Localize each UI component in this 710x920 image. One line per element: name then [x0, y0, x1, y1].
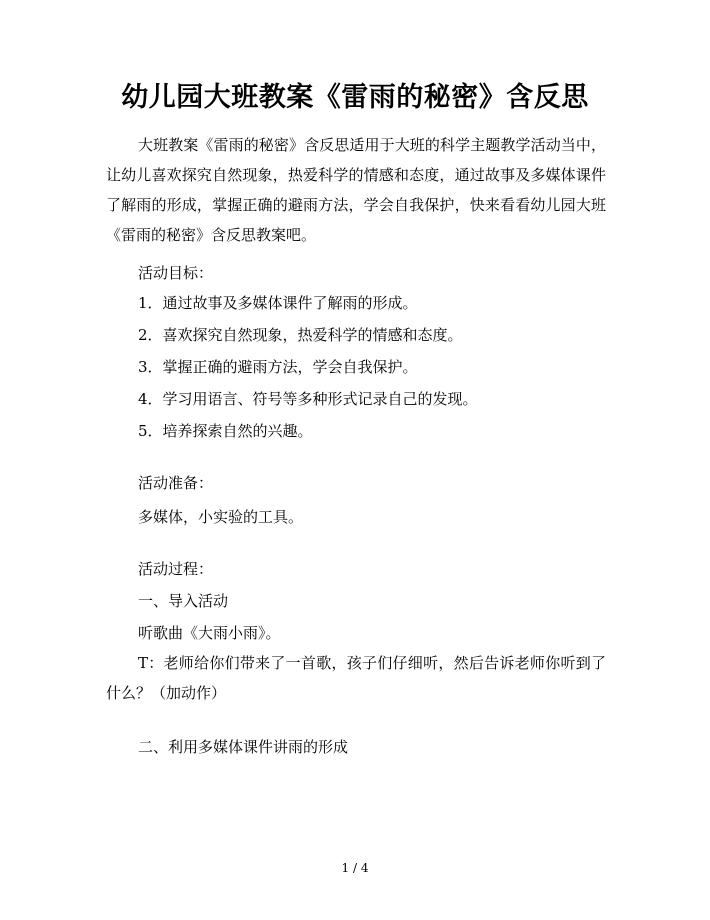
goal-item-1: 1．通过故事及多媒体课件了解雨的形成。	[138, 294, 418, 312]
prep-heading: 活动准备：	[138, 474, 214, 492]
process-heading: 活动过程：	[138, 560, 214, 578]
intro-paragraph: 大班教案《雷雨的秘密》含反思适用于大班的科学主题教学活动当中，让幼儿喜欢探究自然现象，热爱科学的情感和态度，通过故事及多媒体课件了解雨的形成，掌握正确的避雨方法，学会自我保护，快来看看幼儿园大班《雷雨的秘密》含反思教案吧。	[106, 136, 606, 244]
goal-item-2: 2．喜欢探究自然现象，热爱科学的情感和态度。	[138, 326, 463, 344]
goal-item-3: 3．掌握正确的避雨方法，学会自我保护。	[138, 358, 418, 376]
prep-text: 多媒体，小实验的工具。	[138, 508, 304, 526]
step1-teacher-paragraph: T：老师给你们带来了一首歌，孩子们仔细听，然后告诉老师你听到了什么？（加动作）	[106, 654, 606, 702]
goals-heading: 活动目标：	[138, 264, 214, 282]
goal-item-5: 5．培养探索自然的兴趣。	[138, 422, 313, 440]
page-title: 幼儿园大班教案《雷雨的秘密》含反思	[121, 82, 589, 113]
page-number: 1 / 4	[341, 861, 369, 875]
step1-heading: 一、导入活动	[138, 592, 229, 610]
goal-item-4: 4．学习用语言、符号等多种形式记录自己的发现。	[138, 390, 478, 408]
step2-heading: 二、利用多媒体课件讲雨的形成	[138, 738, 349, 756]
step1-song-line: 听歌曲《大雨小雨》。	[138, 624, 281, 642]
